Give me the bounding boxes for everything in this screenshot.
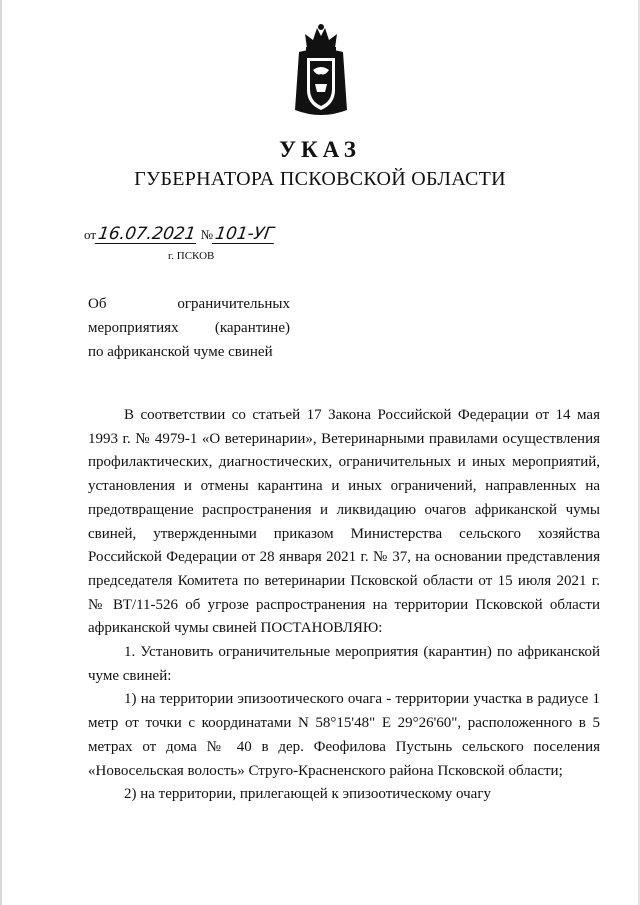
document-subtitle: ГУБЕРНАТОРА ПСКОВСКОЙ ОБЛАСТИ: [134, 168, 506, 190]
pskov-coat-of-arms-icon: [293, 22, 349, 122]
document-title: УКАЗ: [279, 137, 361, 162]
subject-word: (карантине): [214, 320, 290, 336]
number-label: №: [200, 227, 214, 242]
item-1-1-paragraph: 1) на территории эпизоотического очага - территории участка в радиусе 1 метр от точки с координатами N 58°15'48" E 29°26'60", расположенного в 5 метрах от дома № 40 в дер. Феофилова Пустынь сельского поселения «Новосельская волость» Струго-Красненского района Псковской области;: [88, 691, 600, 779]
item-1-paragraph: 1. Установить ограничительные мероприятия (карантин) по африканской чуме свиней:: [88, 644, 600, 684]
subject-word: ограничительных: [177, 296, 290, 312]
subject-word: мероприятиях: [88, 320, 179, 336]
subject-line: по африканской чуме свиней: [88, 344, 273, 360]
subject-block: [88, 292, 290, 364]
document-body: [88, 404, 600, 807]
city-label: г. ПСКОВ: [168, 250, 215, 262]
preamble-paragraph: В соответствии со статьей 17 Закона Российской Федерации от 14 мая 1993 г. № 4979-1 «О ветеринарии», Ветеринарными правилами осуществления профилактических, диагностических, ограничительных и иных мероприятий, установления и отмены карантина и иных ограничений, направленных на предотвращение распространения и ликвидацию очагов африканской чумы свиней, утвержденными приказом Министерства сельского хозяйства Российской Федерации от 28 января 2021 г. № 37, на основании представления председателя Комитета по ветеринарии Псковской области от 15 июля 2021 г. № ВТ/11-526 об угрозе распространения на территории Псковской области африканской чумы свиней ПОСТАНОВЛЯЮ:: [88, 407, 600, 637]
dateline: [84, 226, 275, 244]
date-handwritten: 16.07.2021: [96, 224, 197, 244]
number-handwritten: 101-УГ: [213, 224, 275, 244]
scan-edge-left: [0, 0, 2, 905]
date-prefix: от: [84, 227, 97, 242]
subject-word: Об: [88, 296, 107, 312]
item-1-2-paragraph: 2) на территории, прилегающей к эпизоотическому очагу: [124, 786, 491, 803]
